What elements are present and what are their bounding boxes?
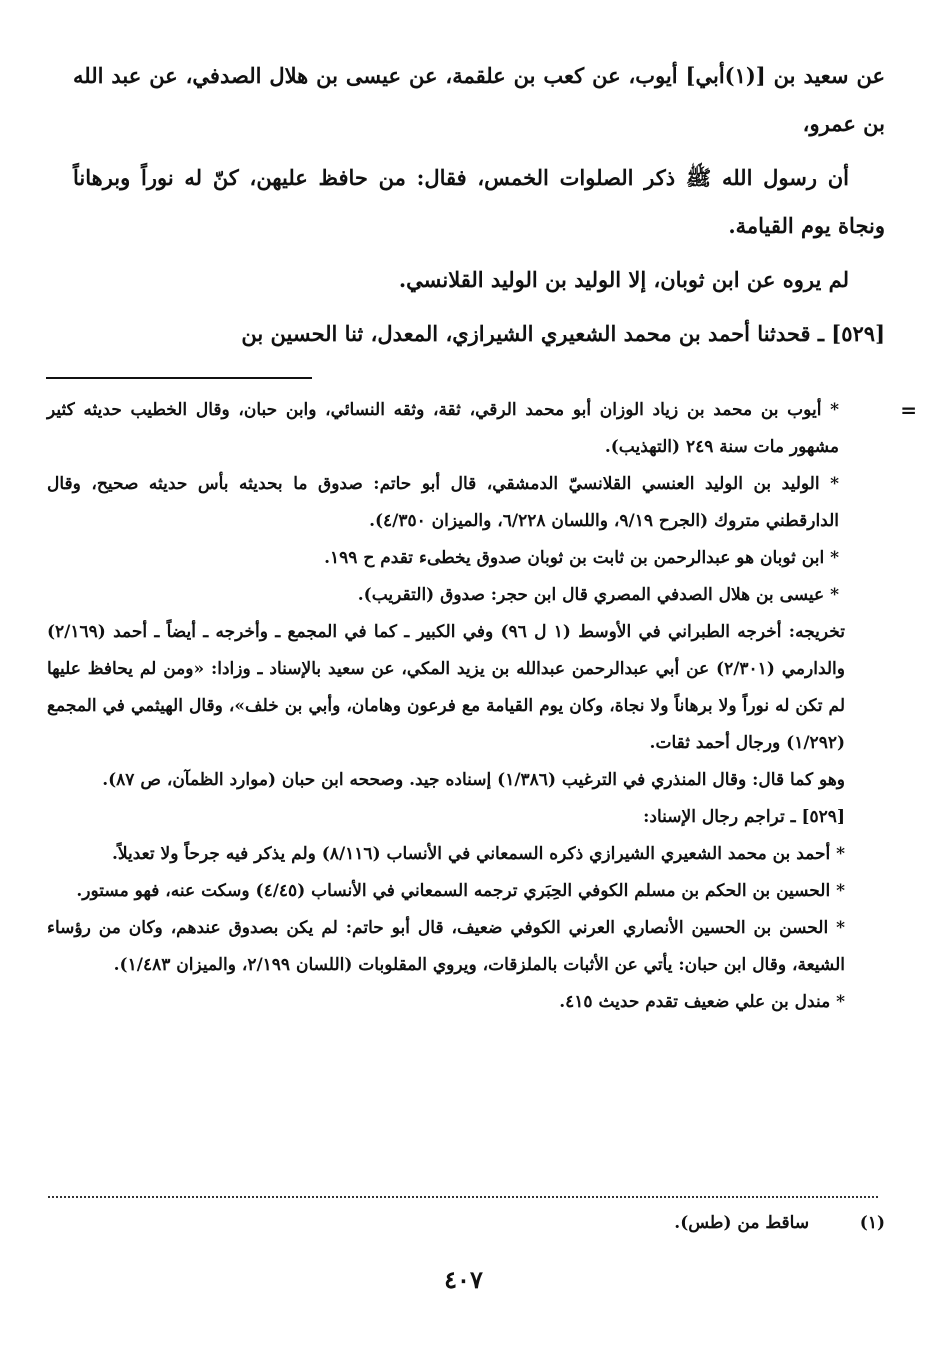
main-text [73,52,885,358]
page-number: ٤٠٧ [444,1265,483,1294]
note-mandal: * مندل بن علي ضعيف تقدم حديث ٤١٥. [559,992,845,1012]
note-ayyub: * أيوب بن محمد بن زياد الوزان أبو محمد الرقي، ثقة، وثقه النسائي، وابن حبان، وقال الخطيب حديثه كثير مشهور مات سنة ٢٤٩ (التهذيب). [47,400,839,457]
notes-section [47,392,845,1021]
footnote [55,1208,885,1238]
main-paragraph-1: عن سعيد بن [(١)أبي] أيوب، عن كعب بن علقمة، عن عيسى بن هلال الصدفي، عن عبد الله بن عمرو، [73,63,885,136]
note-isa: * عيسى بن هلال الصدفي المصري قال ابن حجر: صدوق (التقريب). [357,585,839,605]
footnote-number: (١) [859,1213,885,1233]
note-ahmad: * أحمد بن محمد الشعيري الشيرازي ذكره السمعاني في الأنساب (٨/١١٦) ولم يذكر فيه جرحاً ولا تعديلاً. [111,844,845,864]
continuation-mark: = [900,398,917,422]
note-walid: * الوليد بن الوليد العنسي القلانسيّ الدمشقي، قال أبو حاتم: صدوق ما بحديثه بأس حديثه صحيح، وقال الدارقطني متروك (الجرح ٩/١٩، واللسان ٦/٢٢٨، والميزان ٤/٣٥٠). [47,474,839,531]
footnote-text: ساقط من (طس). [674,1213,810,1233]
note-hasan: * الحسن بن الحسين الأنصاري العرني الكوفي ضعيف، قال أبو حاتم: لم يكن بصدوق عندهم، وكان من رؤساء الشيعة، وقال ابن حبان: يأتي عن الأثبات بالملزقات، ويروي المقلوبات (اللسان ٢/١٩٩، والميزان ١/٤٨٣). [47,918,845,975]
note-husayn: * الحسين بن الحكم بن مسلم الكوفي الحِبَري ترجمه السمعاني في الأنساب (٤/٤٥) وسكت عنه، فهو مستور. [76,881,845,901]
main-paragraph-4: [٥٢٩] ـ قحدثنا أحمد بن محمد الشعيري الشيرازي، المعدل، ثنا الحسين بن [241,321,885,346]
main-paragraph-2: أن رسول الله ﷺ ذكر الصلوات الخمس، فقال: من حافظ عليهن، كنّ له نوراً وبرهاناً ونجاة يوم القيامة. [73,165,885,238]
note-heading-529: [٥٢٩] ـ تراجم رجال الإسناد: [643,807,845,827]
note-ibn-thawban: * ابن ثوبان هو عبدالرحمن بن ثابت بن ثوبان صدوق يخطىء تقدم ح ١٩٩. [324,548,839,568]
note-mundhiri: وهو كما قال: وقال المنذري في الترغيب (١/٣٨٦) إسناده جيد. وصححه ابن حبان (موارد الظمآن، ص ٨٧). [102,770,845,790]
main-paragraph-3: لم يروه عن ابن ثوبان، إلا الوليد بن الوليد القلانسي. [398,267,849,292]
notes-separator-rule [46,377,312,379]
footnote-separator [48,1196,878,1198]
note-takhrij: تخريجه: أخرجه الطبراني في الأوسط (١ ل ٩٦) وفي الكبير ـ كما في المجمع ـ وأخرجه ـ أيضاً ـ أحمد (٢/١٦٩) والدارمي (٢/٣٠١) عن أبي عبدالرحمن عبدالله بن يزيد المكي، عن سعيد بالإسناد ـ وزادا: «ومن لم يحافظ عليها لم تكن له نوراً ولا برهاناً ولا نجاة، وكان يوم القيامة مع فرعون وهامان، وأبي بن خلف»، وقال الهيثمي في المجمع (١/٢٩٢) ورجال أحمد ثقات. [47,622,845,753]
